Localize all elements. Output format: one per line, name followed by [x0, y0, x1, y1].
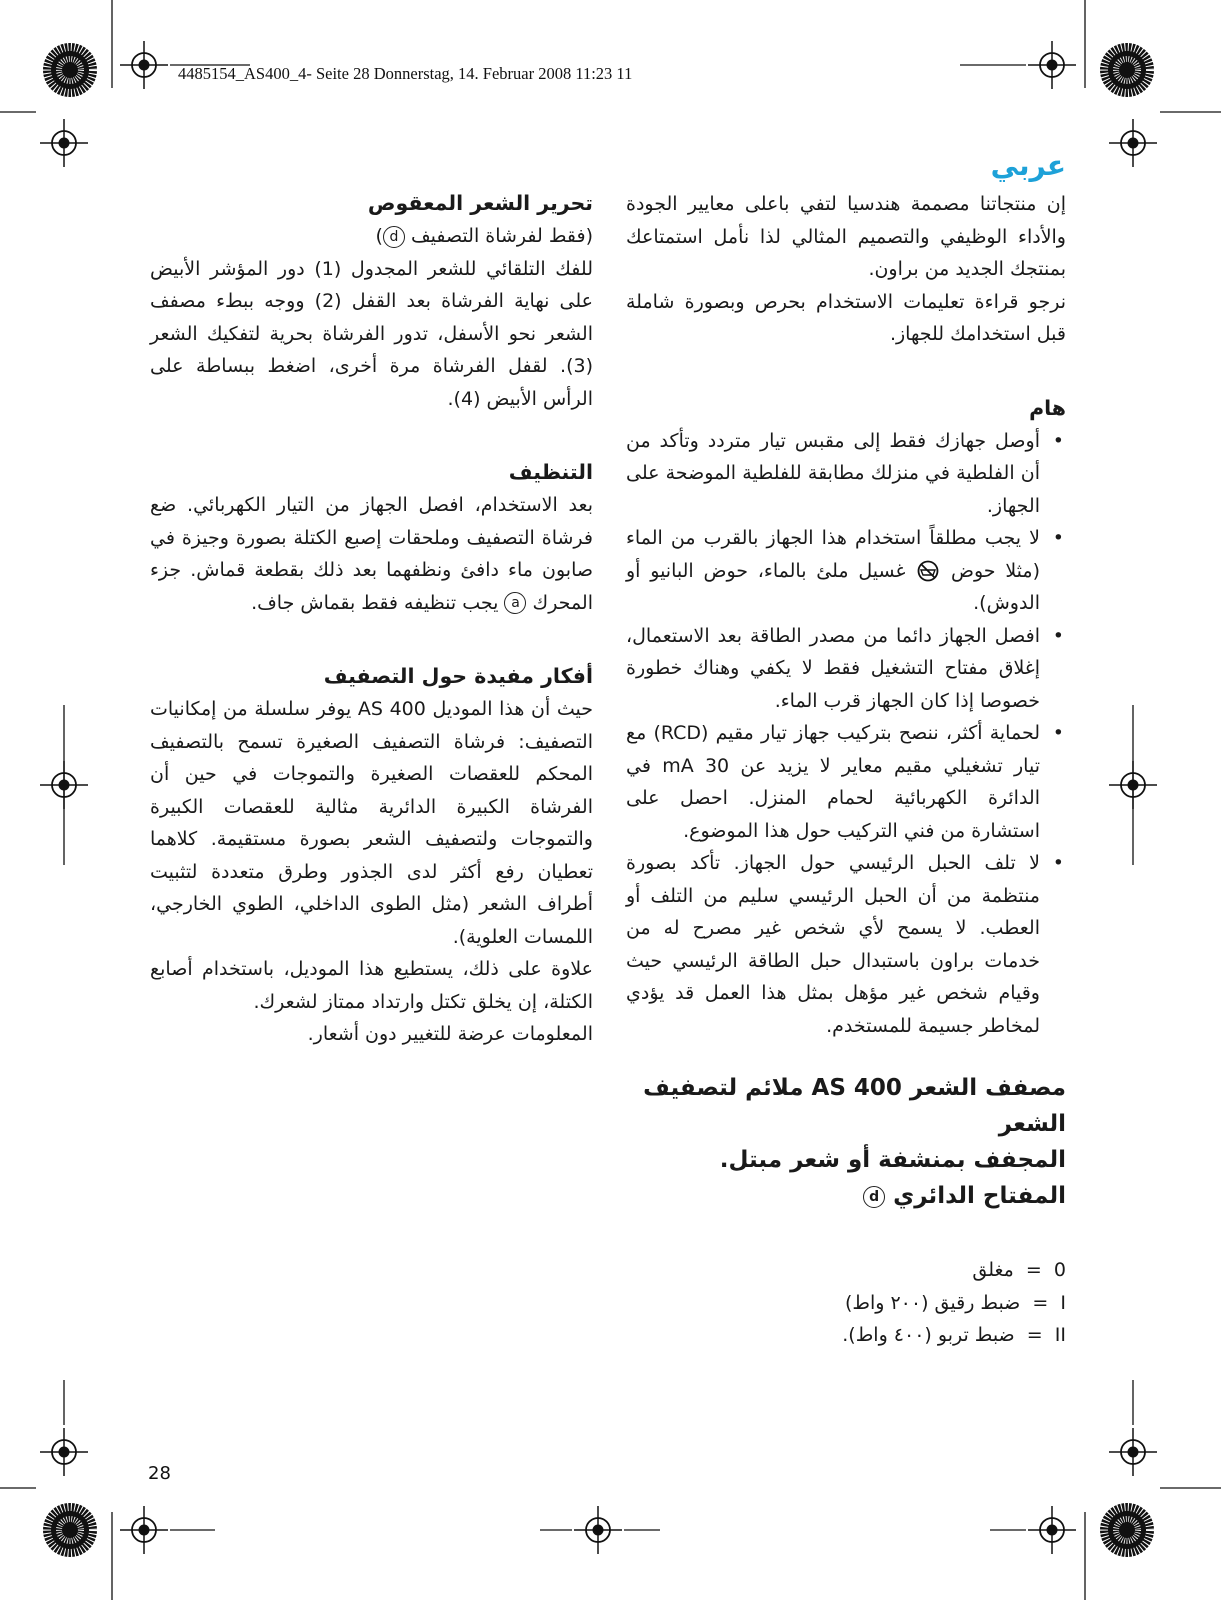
bullet-icon: • — [1052, 527, 1064, 549]
setting-key: II — [1054, 1324, 1066, 1346]
callout-badge: d — [383, 226, 405, 248]
right-column — [626, 146, 1066, 1352]
setting-desc: مغلق — [972, 1259, 1014, 1281]
crosshair-icon — [40, 1428, 88, 1476]
list-item: • لحماية أكثر، ننصح بتركيب جهاز تيار مقيم (RCD) مع تيار تشغيلي مقيم معاير لا يزيد عن 30 mA في الدائرة الكهربائية لحمام المنزل. احصل على استشارة من فني التركيب حول هذا الموضوع. — [626, 717, 1066, 847]
crosshair-icon — [120, 1506, 168, 1554]
crosshair-icon — [574, 1506, 622, 1554]
intro-paragraph: نرجو قراءة تعليمات الاستخدام بحرص وبصورة شاملة قبل استخدامك للجهاز. — [626, 290, 1066, 345]
setting-desc: ضبط رقيق (٢٠٠ واط) — [844, 1291, 1021, 1314]
important-list — [626, 425, 1066, 1043]
setting-key: 0 — [1053, 1259, 1066, 1281]
callout-badge: d — [863, 1186, 885, 1208]
tips-paragraph: حيث أن هذا الموديل AS 400 يوفر سلسلة من إمكانيات التصفيف: فرشاة التصفيف الصغيرة تسمح بالتصفيف المحكم للعقصات الصغيرة والتموجات في حين أن الفرشاة الكبيرة الدائرية مثالية للعقصات الكبيرة والتموجات ولتصفيف الشعر بصورة مستقيمة. كلاهما تعطيان رفع أكثر لدى الجذور وطرق متعددة لتثبيت أطراف الشعر (مثل الطوى الداخلي، الطوي الخارجي، اللمسات العلوية). — [150, 698, 593, 948]
cleaning-body: بعد الاستخدام، افصل الجهاز من التيار الكهربائي. ضع فرشاة التصفيف وملحقات إصبع الكتلة بصورة وجيزة في صابون ماء دافئ ونظفهما بعد ذلك بقطعة قماش. جزء المحرك a يجب تنظيفه فقط بقماش جاف. — [150, 494, 593, 614]
crosshair-icon — [120, 41, 168, 89]
crosshair-icon — [1109, 119, 1157, 167]
setting-key: I — [1060, 1291, 1066, 1314]
crosshair-icon — [1028, 41, 1076, 89]
bullet-icon: • — [1052, 429, 1064, 452]
list-item: • افصل الجهاز دائما من مصدر الطاقة بعد الاستعمال، إغلاق مفتاح التشغيل فقط لا يكفي وهناك خطورة خصوصا إذا كان الجهاز قرب الماء. — [626, 620, 1066, 718]
crosshair-icon — [40, 119, 88, 167]
setting-row: I = ضبط رقيق (٢٠٠ واط) — [844, 1291, 1066, 1314]
star-target-bottom-right-icon — [1100, 1503, 1154, 1557]
important-heading: هام — [1029, 395, 1066, 420]
page-number: 28 — [148, 1463, 171, 1484]
bullet-icon: • — [1052, 722, 1064, 744]
water-warning-after: غسيل ملئ بالماء، حوض البانيو أو الدوش). — [626, 559, 1040, 614]
cleaning-heading: التنظيف — [508, 460, 593, 484]
tips-heading: أفكار مفيدة حول التصفيف — [323, 664, 593, 688]
language-title: عربي — [990, 149, 1066, 182]
star-target-top-left-icon — [43, 43, 97, 97]
bullet-icon: • — [1052, 624, 1064, 647]
styler-title: مصفف الشعر AS 400 ملائم لتصفيف الشعر — [643, 1075, 1066, 1137]
star-target-bottom-left-icon — [43, 1503, 97, 1557]
crosshair-icon — [1109, 1428, 1157, 1476]
left-column — [150, 186, 593, 1051]
tips-paragraph: علاوة على ذلك، يستطيع هذا الموديل، باستخدام أصابع الكتلة، إن يخلق تكتل وارتداد ممتاز لشعرك. — [150, 958, 593, 1013]
setting-row: 0 = مغلق — [972, 1259, 1066, 1281]
switch-title: المفتاح الدائري d — [626, 1178, 1066, 1214]
switch-settings — [626, 1254, 1066, 1352]
crosshair-icon — [1028, 1506, 1076, 1554]
water-warning-before: لا يجب مطلقاً استخدام هذا الجهاز بالقرب من الماء (مثلا حوض — [626, 527, 1040, 582]
star-target-top-right-icon — [1100, 43, 1154, 97]
intro-paragraph: إن منتجاتنا مصممة هندسيا لتفي باعلى معايير الجودة والأداء الوظيفي والتصميم المثالي لذا نأمل استمتاعك بمنتجك الجديد من براون. — [626, 193, 1066, 280]
no-water-icon — [915, 560, 941, 582]
list-item — [626, 522, 1066, 620]
setting-row: II = ضبط تربو (٤٠٠ واط). — [842, 1324, 1066, 1346]
bullet-icon: • — [1052, 852, 1064, 874]
print-header: 4485154_AS400_4- Seite 28 Donnerstag, 14. Februar 2008 11:23 11 — [178, 64, 633, 83]
list-item: • لا تلف الحبل الرئيسي حول الجهاز. تأكد بصورة منتظمة من أن الحبل الرئيسي سليم من التلف أو العطب. لا يسمح لأي شخص غير مصرح له من خدمات براون باستبدال حبل الطاقة الرئيسي حيث وقيام شخص غير مؤهل بمثل هذا العمل قد يؤدي لمخاطر جسيمة للمستخدم. — [626, 847, 1066, 1042]
disclaimer: المعلومات عرضة للتغيير دون أشعار. — [307, 1023, 593, 1045]
list-item: • أوصل جهازك فقط إلى مقبس تيار متردد وتأكد من أن الفلطية في منزلك مطابقة للفلطية الموضحة على الجهاز. — [626, 425, 1066, 523]
release-body: للفك التلقائي للشعر المجدول (1) دور المؤشر الأبيض على نهاية الفرشاة بعد القفل (2) ووجه ببطء مصفف الشعر نحو الأسفل، تدور الفرشاة بحرية لتفكيك الشعر (3). لقفل الفرشاة مرة أخرى، اضغط ببساطة على الرأس الأبيض (4). — [150, 257, 594, 410]
setting-desc: ضبط تربو (٤٠٠ واط). — [842, 1324, 1015, 1346]
callout-badge: a — [504, 592, 526, 614]
styler-title: المجفف بمنشفة أو شعر مبتل. — [719, 1147, 1066, 1173]
release-subheading: (فقط لفرشاة التصفيف d) — [375, 225, 593, 247]
release-heading: تحرير الشعر المعقوص — [367, 191, 593, 215]
